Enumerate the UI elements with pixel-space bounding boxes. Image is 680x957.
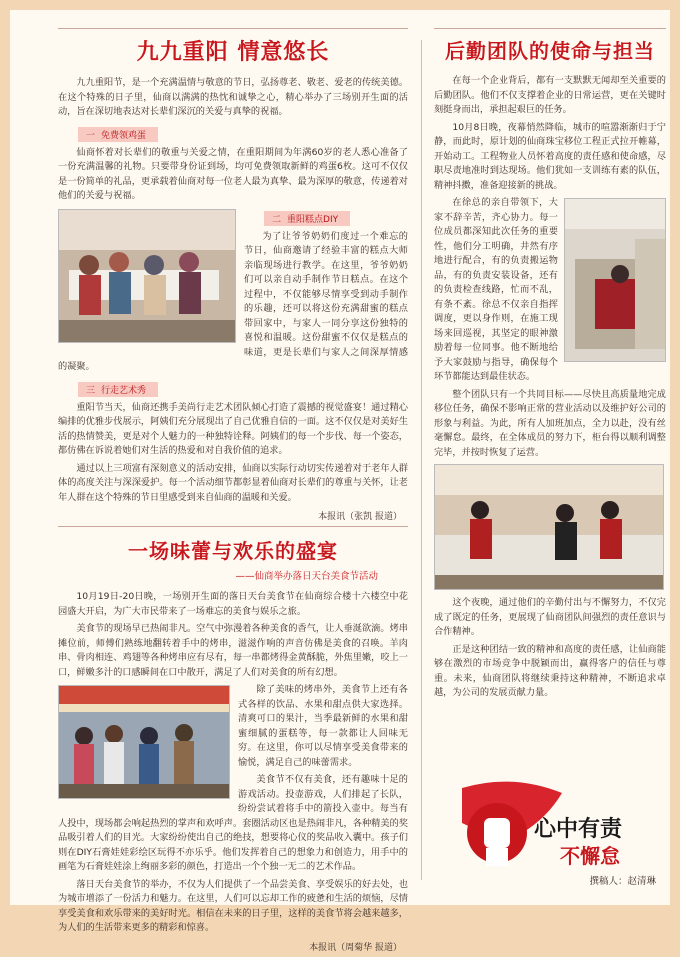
food-festival-image — [59, 686, 229, 798]
renovation-photo — [564, 198, 666, 362]
article3-paragraph-6: 正是这种团结一致的精神和高度的责任感，让仙商能够在激烈的市场竞争中脱颖而出，赢得客户的信任与尊重。未来，仙商团队将继续秉持这种精神，不断追求卓越，为公司的发展贡献力量。 — [434, 643, 666, 698]
article2-paragraph-1: 10月19日-20日晚，一场别开生面的落日天台美食节在仙商综合楼十六楼空中花园盛大开启，为广大市民带来了一场难忘的美食与娱乐之旅。 — [58, 591, 408, 617]
article1-title: 九九重阳 情意悠长 — [136, 39, 330, 65]
article3-paragraph-2: 10月8日晚，夜幕悄然降临，城市的喧嚣渐渐归于宁静，而此时，原计划的仙商珠宝移位工程正式拉开帷幕，开始动工。工程物业人员怀着高度的责任感和使命感，尽职尽责地准时到达现场。他们犹如一支训练有素的队伍，精神抖擞，准备迎接新的挑战。 — [434, 121, 666, 191]
author-signature: 撰稿人：赵清琳 — [589, 876, 656, 887]
article2-paragraph-3: 除了美味的烤串外，美食节上还有各式各样的饮品、水果和甜点供大家选择。清爽可口的果汁，当季最新鲜的水果和甜蜜细腻的蛋糕等，每一款都让人回味无穷。在这里，你可以尽情享受美食带来的愉悦，满足自己的味蕾需求。 — [238, 684, 408, 768]
article3-paragraph-4: 整个团队只有一个共同目标——尽快且高质量地完成移位任务，确保不影响正常的营业活动以及维护好公司的形象与利益。为此，所有人加班加点，全力以赴，没有丝毫懈怠。最终，在全体成员的努力下，柜台得以顺利调整完毕，并按时恢复了运营。 — [434, 388, 666, 458]
article3-paragraph-3: 在徐总的亲自带领下，大家不辞辛苦，齐心协力。每一位成员都深知此次任务的重要性，他们分工明确，井然有序地进行配合，有的负责搬运物品，有的负责安装设备，还有的负责检查线路，忙而不乱，有条不紊。徐总不仅亲自指挥调度，更以身作则，在施工现场来回巡视，其坚定的眼神激励着每一位同事。他不断地给予大家鼓励与指导，确保每个环节都能达到最佳状态。 — [434, 197, 558, 382]
article2-subtitle: ——仙商举办落日天台美食节活动 — [235, 571, 378, 582]
article3-paragraph-1: 在每一个企业背后，都有一支默默无闻却至关重要的后勤团队。他们不仅支撑着企业的日常运营，更在关键时刻挺身而出，承担起艰巨的任务。 — [434, 75, 666, 115]
section-rule — [58, 526, 408, 527]
section-1-body: 仙商怀着对长辈们的敬重与关爱之情，在重阳期间为年满60岁的老人悉心准备了一份充满温馨的礼物。只要带身份证到场，均可免费领取新鲜的鸡蛋6枚。这可不仅仅是一份简单的礼品，更承载着仙商对每一位老人最为真挚、最为深厚的敬意，传递着对他们的关爱与祝福。 — [58, 146, 408, 201]
article1-intro: 九九重阳节，是一个充满温情与敬意的节日，弘扬尊老、敬老、爱老的传统美德。在这个特殊的日子里，仙商以满满的热忱和诚挚之心，精心举办了三场别开生面的活动，旨在深切地表达对长辈们深沉的关爱与真挚的祝福。 — [58, 77, 408, 117]
article2-paragraph-5: 落日天台美食节的举办，不仅为人们提供了一个品尝美食、享受娱乐的好去处，也为城市增添了一份活力和魅力。在这里，人们可以忘却工作的疲惫和生活的烦恼，尽情享受美食和欢乐带来的美好时光。相信在未来的日子里，这样的美食节将会越来越多，为人们的生活带来更多的精彩和惊喜。 — [58, 878, 408, 933]
top-rule-right — [434, 28, 666, 29]
pastry-diy-photo — [58, 209, 236, 343]
article2-paragraph-4: 美食节不仅有美食，还有趣味十足的游戏活动。投壶游戏，人们排起了长队，纷纷尝试着将手中的箭投入壶中。每当有人投中，现场都会响起热烈的掌声和欢呼声。套圈活动区也是热闹非凡，各种精美的奖品吸引着人们的目光。大家纷纷使出自己的绝技，想要将心仪的奖品收入囊中。孩子们则在DIY石膏娃娃彩绘区玩得不亦乐乎。他们发挥着自己的想象力和创造力，用手中的画笔为石膏娃娃涂上绚丽多彩的颜色，打造出一个个独一无二的艺术作品。 — [58, 774, 408, 872]
article2-title: 一场味蕾与欢乐的盛宴 — [128, 539, 338, 563]
slogan-graphic — [442, 778, 662, 878]
jewelry-counter-image — [435, 465, 663, 589]
food-festival-photo — [58, 685, 230, 799]
newspaper-page — [10, 10, 670, 953]
column-divider — [421, 40, 422, 880]
jewelry-counter-photo — [434, 464, 664, 590]
section-2-body: 为了让爷爷奶奶们度过一个难忘的节日，仙商邀请了经验丰富的糕点大师亲临现场进行教学。在这里，爷爷奶奶们可以亲自动手制作节日糕点。在这个过程中，不仅能够尽情享受到动手制作的乐趣，还可以将这份充满甜蜜的糕点带回家中，与家人一同分享这份独特的喜悦和温暖。这份甜蜜不仅仅是糕点的味道，更是长辈们与家人之间深厚情感的凝聚。 — [58, 230, 408, 372]
article3-paragraph-5: 这个夜晚，通过他们的辛勤付出与不懈努力，不仅完成了既定的任务，更展现了仙商团队间强烈的责任意识与合作精神。 — [434, 597, 666, 637]
page-frame — [0, 0, 10, 915]
article1-byline: 本报讯（张凯 报道） — [318, 512, 402, 522]
article2-paragraph-2: 美食节的现场早已热闹非凡。空气中弥漫着各种美食的香气，让人垂涎欲滴。烤串摊位前，师傅们熟练地翻转着手中的烤串，滋滋作响的声音仿佛是美食的召唤。羊肉串、骨肉相连、鸡翅等各种烤串应有尽有，每一串都烤得金黄酥脆，外焦里嫩，咬上一口，鲜嫩多汁的口感瞬间在口中散开，满足了人们对美食的所有幻想。 — [58, 623, 408, 678]
slogan-line-2: 不懈怠 — [560, 844, 620, 868]
article2-byline: 本报讯（周菊华 报道） — [309, 942, 402, 953]
right-column — [434, 24, 666, 704]
left-column — [58, 24, 408, 957]
top-rule — [58, 28, 408, 29]
section-tag-2: 二 重阳糕点DIY — [264, 211, 350, 226]
renovation-image — [565, 199, 665, 361]
section-tag-3: 三 行走艺术秀 — [78, 382, 158, 397]
article3-title: 后勤团队的使命与担当 — [445, 39, 655, 63]
section-3-body: 重阳节当天，仙商还携手美尚行走艺术团队倾心打造了震撼的视觉盛宴！通过精心编排的优雅步伐展示，阿姨们充分展现出了自己优雅自信的一面。这不仅仅是对美好生活的热情赞美，更是对个人魅力的一种独特诠释。阿姨们的每一个步伐、每一个姿态，都仿佛在诉说着她们对生活的热爱和对自我价值的追求。 — [58, 401, 408, 456]
pastry-diy-image — [59, 210, 235, 342]
slogan-line-1: 心中有责 — [534, 817, 623, 842]
article1-closing: 通过以上三项富有深刻意义的活动安排，仙商以实际行动切实传递着对于老年人群体的高度关注与深深爱护。每一个活动细节都彰显着仙商对长辈们的尊重与关怀，让老年人群在这个特殊的节日里感受到来自仙商的温暖和关爱。 — [58, 462, 408, 503]
section-tag-1: 一 免费领鸡蛋 — [78, 127, 158, 142]
